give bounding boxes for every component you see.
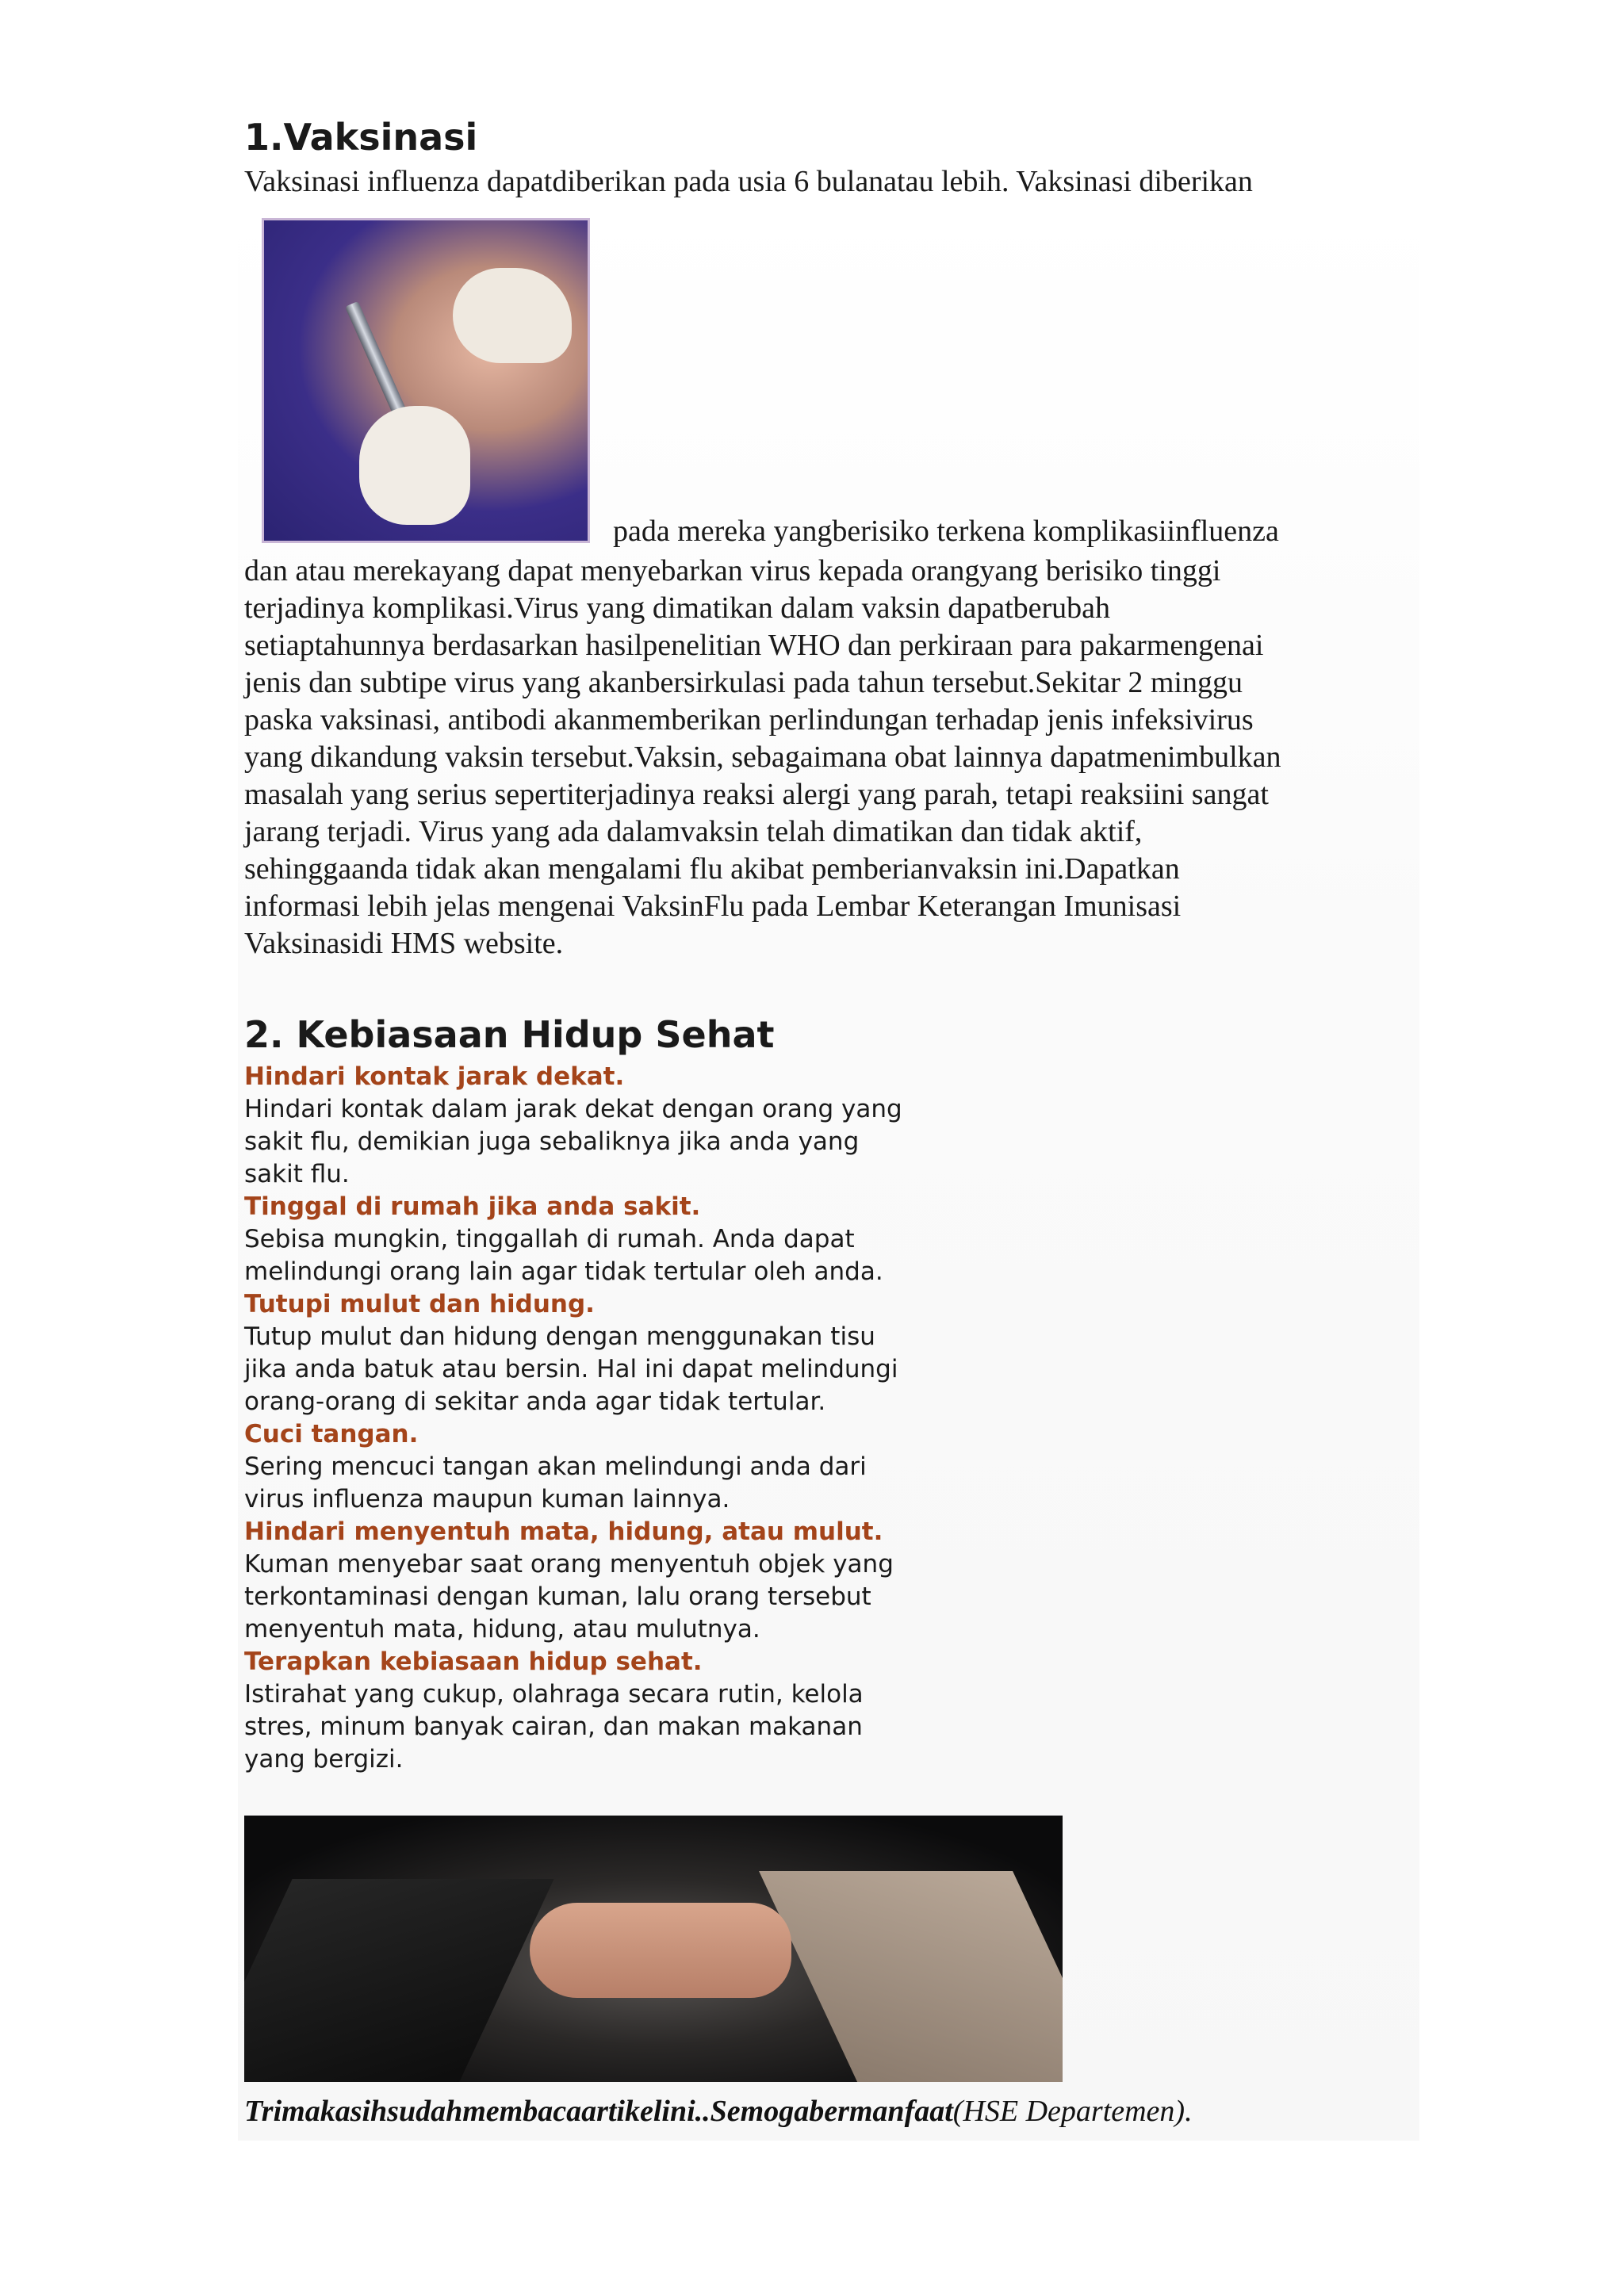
tip-title: Terapkan kebiasaan hidup sehat. [244, 1647, 703, 1676]
tip-text [244, 1321, 1386, 1418]
tip-line: terkontaminasi dengan kuman, lalu orang tersebut [244, 1582, 871, 1611]
tip-line: Sebisa mungkin, tinggallah di rumah. Anda dapat [244, 1225, 855, 1253]
closing-close-paren: ). [1174, 2095, 1193, 2128]
tip-title: Tinggal di rumah jika anda sakit. [244, 1192, 701, 1221]
section-2-heading: 2. Kebiasaan Hidup Sehat [244, 1013, 775, 1056]
body-line: masalah yang serius sepertiterjadinya reaksi alergi yang parah, tetapi reaksiini sangat [244, 778, 1269, 811]
document [244, 111, 1386, 2130]
tip-title: Cuci tangan. [244, 1420, 419, 1448]
body-line: terjadinya komplikasi.Virus yang dimatikan dalam vaksin dapatberubah [244, 591, 1111, 625]
text-after-image: pada mereka yangberisiko terkena komplikasiinfluenza [613, 515, 1279, 548]
closing-department: HSE Departemen [963, 2095, 1175, 2128]
tip-line: stres, minum banyak cairan, dan makan makanan [244, 1712, 863, 1741]
body-line: yang dikandung vaksin tersebut.Vaksin, sebagaimana obat lainnya dapatmenimbulkan [244, 740, 1281, 774]
tip-line: virus influenza maupun kuman lainnya. [244, 1485, 730, 1513]
tip-line: menyentuh mata, hidung, atau mulutnya. [244, 1615, 760, 1644]
closing-bold-text: Trimakasihsudahmembacaartikelini..Semogabermanfaat [244, 2095, 953, 2128]
tip-text [244, 1093, 1386, 1191]
tip-text [244, 1223, 1386, 1288]
tip-text [244, 1548, 1386, 1646]
body-line: jarang terjadi. Virus yang ada dalamvaksin telah dimatikan dan tidak aktif, [244, 815, 1143, 848]
clasped-hands-shape [530, 1903, 791, 1998]
tip-line: orang-orang di sekitar anda agar tidak tertular. [244, 1387, 826, 1416]
closing-open-paren: ( [952, 2095, 963, 2128]
tip-text [244, 1678, 1386, 1776]
tip-line: Sering mencuci tangan akan melindungi anda dari [244, 1452, 867, 1481]
vaccine-image-row [244, 218, 1386, 553]
gloved-hand-shape [453, 268, 572, 363]
body-line: informasi lebih jelas mengenai VaksinFlu pada Lembar Keterangan Imunisasi [244, 890, 1182, 923]
body-line: sehinggaanda tidak akan mengalami flu akibat pemberianvaksin ini.Dapatkan [244, 852, 1180, 886]
tan-sleeve-shape [759, 1871, 1063, 2082]
section-1-heading: 1.Vaksinasi [244, 116, 478, 159]
tip-title: Hindari kontak jarak dekat. [244, 1062, 625, 1091]
dark-sleeve-shape [244, 1879, 554, 2082]
tip-title: Tutupi mulut dan hidung. [244, 1290, 595, 1318]
tip-line: Hindari kontak dalam jarak dekat dengan orang yang [244, 1095, 902, 1123]
tip-line: Kuman menyebar saat orang menyentuh objek yang [244, 1550, 894, 1578]
body-line: jenis dan subtipe virus yang akanbersirkulasi pada tahun tersebut.Sekitar 2 minggu [244, 666, 1243, 699]
vaccination-photo [262, 218, 590, 543]
section-1-body [244, 553, 1386, 962]
section-1-intro: Vaksinasi influenza dapatdiberikan pada usia 6 bulanatau lebih. Vaksinasi diberikan [244, 165, 1253, 198]
handshake-photo [244, 1816, 1063, 2082]
tip-line: sakit flu, demikian juga sebaliknya jika anda yang [244, 1127, 860, 1156]
tip-text [244, 1451, 1386, 1516]
tip-line: jika anda batuk atau bersin. Hal ini dapat melindungi [244, 1355, 898, 1383]
body-line: paska vaksinasi, antibodi akanmemberikan perlindungan terhadap jenis infeksivirus [244, 703, 1254, 737]
section-2 [244, 1008, 1386, 1776]
tip-line: melindungi orang lain agar tidak tertular oleh anda. [244, 1257, 883, 1286]
tip-line: Tutup mulut dan hidung dengan menggunakan tisu [244, 1322, 875, 1351]
tip-line: sakit flu. [244, 1160, 350, 1188]
body-line: Vaksinasidi HMS website. [244, 927, 564, 960]
tip-line: Istirahat yang cukup, olahraga secara rutin, kelola [244, 1680, 864, 1709]
tip-line: yang bergizi. [244, 1745, 404, 1774]
gloved-hand-shape [359, 406, 470, 525]
tip-title: Hindari menyentuh mata, hidung, atau mulut. [244, 1517, 883, 1546]
body-line: dan atau merekayang dapat menyebarkan virus kepada orangyang berisiko tinggi [244, 554, 1221, 587]
body-line: setiaptahunnya berdasarkan hasilpenelitian WHO dan perkiraan para pakarmengenai [244, 629, 1264, 662]
closing-line [244, 2093, 1386, 2130]
